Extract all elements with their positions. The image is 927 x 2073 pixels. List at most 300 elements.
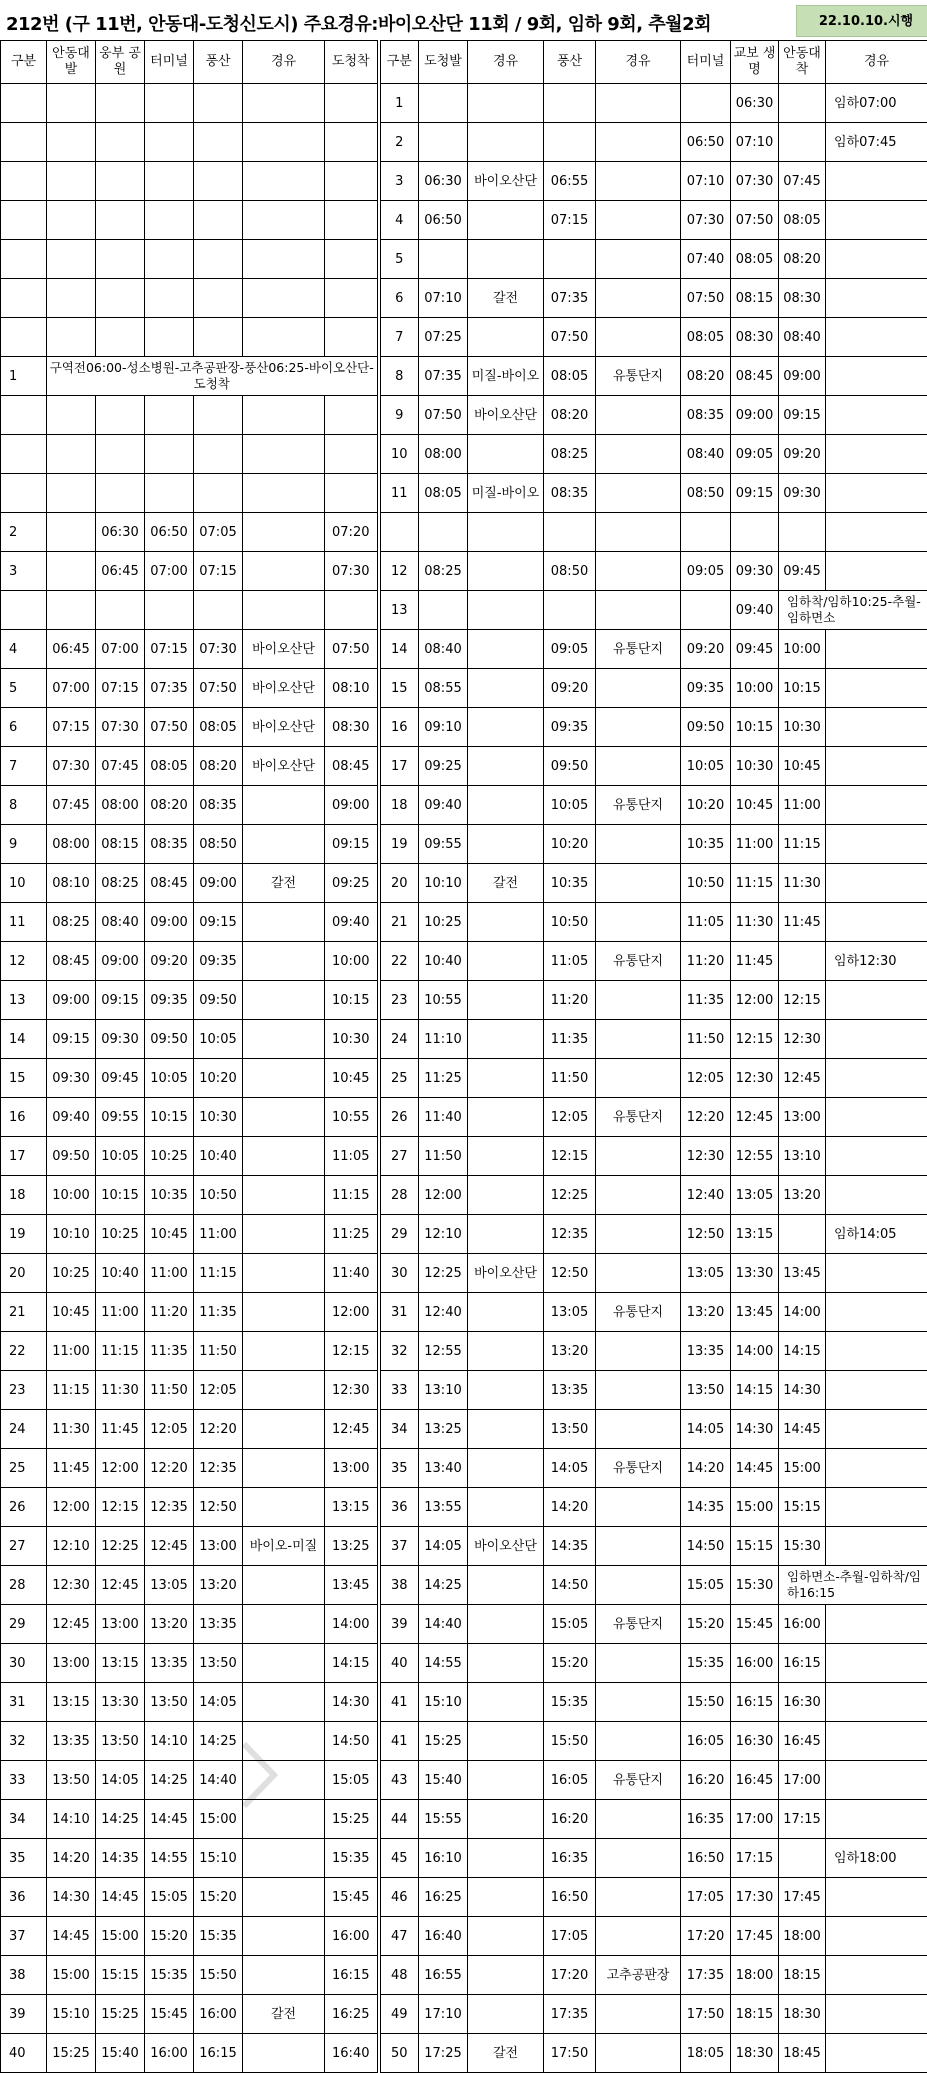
- table-cell: 16: [1, 1098, 47, 1137]
- table-cell: [826, 279, 927, 318]
- table-cell: [243, 201, 325, 240]
- table-row: [1, 162, 927, 201]
- table-cell: 08:15: [96, 825, 145, 864]
- table-cell: [96, 84, 145, 123]
- table-cell: [419, 84, 468, 123]
- table-cell: [468, 1293, 544, 1332]
- table-cell: [826, 2034, 927, 2073]
- header: [0, 0, 927, 40]
- table-cell: 12:10: [47, 1527, 96, 1566]
- table-cell: 14:05: [544, 1449, 596, 1488]
- table-cell: [826, 513, 927, 552]
- column-header: 경유: [243, 41, 325, 84]
- table-cell: 14:30: [731, 1410, 779, 1449]
- table-cell: [194, 318, 243, 357]
- table-cell: 4: [379, 201, 419, 240]
- table-cell: 16:15: [194, 2034, 243, 2073]
- table-cell: [468, 513, 544, 552]
- table-cell: 46: [379, 1878, 419, 1917]
- table-cell: [826, 1917, 927, 1956]
- table-cell: [468, 1020, 544, 1059]
- table-cell: 12:45: [779, 1059, 826, 1098]
- table-cell: 31: [1, 1683, 47, 1722]
- table-cell: [145, 318, 194, 357]
- table-cell: 13:50: [145, 1683, 194, 1722]
- table-cell: [96, 474, 145, 513]
- table-cell: [145, 84, 194, 123]
- table-cell: [243, 1566, 325, 1605]
- table-cell: 유통단지: [596, 1761, 681, 1800]
- table-cell: [779, 84, 826, 123]
- table-cell: [468, 1683, 544, 1722]
- table-row: [1, 552, 927, 591]
- table-cell: [596, 1839, 681, 1878]
- table-row: [1, 1995, 927, 2034]
- table-cell: [826, 1956, 927, 1995]
- column-header: 구분: [1, 41, 47, 84]
- table-cell: 07:00: [145, 552, 194, 591]
- table-cell: 22: [379, 942, 419, 981]
- table-cell: 07:45: [96, 747, 145, 786]
- table-cell: 13:45: [779, 1254, 826, 1293]
- table-cell: 13:35: [544, 1371, 596, 1410]
- table-cell: 08:00: [47, 825, 96, 864]
- table-cell: [325, 123, 379, 162]
- table-cell: 11:25: [419, 1059, 468, 1098]
- table-cell: [468, 981, 544, 1020]
- table-cell: 17:05: [681, 1878, 731, 1917]
- table-cell: 12:50: [194, 1488, 243, 1527]
- table-cell: 08:05: [194, 708, 243, 747]
- table-cell: 15:25: [419, 1722, 468, 1761]
- table-cell: [145, 240, 194, 279]
- table-cell: 10:05: [681, 747, 731, 786]
- table-cell: 15:10: [47, 1995, 96, 2034]
- table-cell: [243, 84, 325, 123]
- table-cell: 28: [379, 1176, 419, 1215]
- table-cell: 갈전: [468, 279, 544, 318]
- table-cell: 미질-바이오: [468, 474, 544, 513]
- table-cell: 바이오산단: [243, 708, 325, 747]
- table-cell: 36: [1, 1878, 47, 1917]
- table-cell: 12:20: [145, 1449, 194, 1488]
- table-cell: 14:05: [419, 1527, 468, 1566]
- table-cell: [243, 1098, 325, 1137]
- table-cell: [779, 123, 826, 162]
- table-cell: 09:00: [731, 396, 779, 435]
- table-cell: [194, 591, 243, 630]
- table-cell: 08:45: [145, 864, 194, 903]
- table-cell: 17:10: [419, 1995, 468, 2034]
- table-cell: [1, 318, 47, 357]
- table-cell: [826, 1137, 927, 1176]
- table-cell: 07:00: [96, 630, 145, 669]
- table-cell: [779, 1215, 826, 1254]
- table-cell: 25: [379, 1059, 419, 1098]
- table-cell: 09:45: [779, 552, 826, 591]
- table-cell: [468, 1449, 544, 1488]
- table-cell: [544, 123, 596, 162]
- table-cell: [826, 1410, 927, 1449]
- table-cell: [194, 123, 243, 162]
- table-cell: 14:35: [681, 1488, 731, 1527]
- column-header: 도청발: [419, 41, 468, 84]
- table-cell: 15:10: [194, 1839, 243, 1878]
- table-cell: 9: [379, 396, 419, 435]
- table-row: [1, 630, 927, 669]
- table-cell: 18:00: [731, 1956, 779, 1995]
- table-cell: 8: [1, 786, 47, 825]
- table-cell: 12:35: [194, 1449, 243, 1488]
- table-cell: 09:20: [544, 669, 596, 708]
- table-cell: [468, 435, 544, 474]
- table-cell: [243, 318, 325, 357]
- table-cell: [468, 1059, 544, 1098]
- table-cell: [194, 279, 243, 318]
- table-row: [1, 1332, 927, 1371]
- table-cell: [419, 591, 468, 630]
- table-cell: 21: [1, 1293, 47, 1332]
- column-header: 풍산: [544, 41, 596, 84]
- table-cell: 13:30: [731, 1254, 779, 1293]
- table-cell: 08:20: [544, 396, 596, 435]
- table-cell: [145, 435, 194, 474]
- table-cell: 14:55: [419, 1644, 468, 1683]
- table-cell: 13:25: [325, 1527, 379, 1566]
- column-header: 웅부 공원: [96, 41, 145, 84]
- table-cell: 13:35: [194, 1605, 243, 1644]
- table-cell: 10:20: [194, 1059, 243, 1098]
- table-cell: 16:25: [325, 1995, 379, 2034]
- table-cell: 07:50: [419, 396, 468, 435]
- table-cell: [826, 1605, 927, 1644]
- table-cell: [596, 669, 681, 708]
- table-cell: 34: [379, 1410, 419, 1449]
- table-cell: 25: [1, 1449, 47, 1488]
- table-cell: 11:20: [544, 981, 596, 1020]
- table-cell: 08:35: [194, 786, 243, 825]
- table-cell: 12:05: [194, 1371, 243, 1410]
- table-cell: 19: [1, 1215, 47, 1254]
- table-cell: 10: [379, 435, 419, 474]
- table-cell: 07:20: [325, 513, 379, 552]
- table-cell: 11:15: [779, 825, 826, 864]
- table-cell: 임하07:45: [826, 123, 927, 162]
- table-cell: 06:50: [681, 123, 731, 162]
- table-cell: 16:10: [419, 1839, 468, 1878]
- table-cell: [826, 1371, 927, 1410]
- table-cell: 07:50: [325, 630, 379, 669]
- table-cell: [826, 1878, 927, 1917]
- table-cell: [96, 396, 145, 435]
- table-cell: 37: [1, 1917, 47, 1956]
- table-cell: 10:45: [145, 1215, 194, 1254]
- table-cell: [544, 513, 596, 552]
- table-cell: 16:45: [731, 1761, 779, 1800]
- table-cell: 44: [379, 1800, 419, 1839]
- table-cell: [243, 1956, 325, 1995]
- table-cell: 고추공판장: [596, 1956, 681, 1995]
- timetable: [0, 40, 927, 2073]
- table-cell: [243, 1449, 325, 1488]
- table-cell: 10:25: [419, 903, 468, 942]
- table-cell: 17:25: [419, 2034, 468, 2073]
- table-cell: [468, 1566, 544, 1605]
- table-cell: 12:40: [681, 1176, 731, 1215]
- table-cell: 15:35: [194, 1917, 243, 1956]
- table-cell: 09:30: [731, 552, 779, 591]
- table-cell: 22: [1, 1332, 47, 1371]
- table-cell: [826, 1098, 927, 1137]
- table-cell: 18: [1, 1176, 47, 1215]
- table-cell: [468, 1722, 544, 1761]
- table-cell: 10:30: [325, 1020, 379, 1059]
- table-cell: [243, 1683, 325, 1722]
- table-row: [1, 591, 927, 630]
- table-cell: 40: [379, 1644, 419, 1683]
- table-cell: 09:55: [96, 1098, 145, 1137]
- table-cell: 15:35: [145, 1956, 194, 1995]
- table-cell: 15:00: [194, 1800, 243, 1839]
- table-cell: [596, 708, 681, 747]
- table-cell: 09:35: [681, 669, 731, 708]
- table-cell: 10:35: [544, 864, 596, 903]
- table-cell: 09:15: [96, 981, 145, 1020]
- table-cell: 10:35: [681, 825, 731, 864]
- table-cell: 갈전: [243, 1995, 325, 2034]
- table-cell: [243, 786, 325, 825]
- table-cell: 08:55: [419, 669, 468, 708]
- table-cell: [596, 552, 681, 591]
- table-cell: [243, 1293, 325, 1332]
- table-cell: [826, 1488, 927, 1527]
- table-cell: 14:10: [145, 1722, 194, 1761]
- table-cell: 16:50: [544, 1878, 596, 1917]
- table-cell: 08:20: [681, 357, 731, 396]
- table-cell: 08:05: [419, 474, 468, 513]
- table-cell: [243, 1488, 325, 1527]
- table-cell: [468, 786, 544, 825]
- table-cell: [47, 279, 96, 318]
- table-cell: [243, 1410, 325, 1449]
- table-cell: 07:30: [731, 162, 779, 201]
- table-cell: [145, 396, 194, 435]
- table-cell: 4: [1, 630, 47, 669]
- table-cell: 07:35: [145, 669, 194, 708]
- table-cell: 26: [379, 1098, 419, 1137]
- table-cell: 08:30: [779, 279, 826, 318]
- table-cell: 13:00: [96, 1605, 145, 1644]
- table-row: [1, 1683, 927, 1722]
- table-cell: 07:45: [779, 162, 826, 201]
- table-cell: 09:05: [681, 552, 731, 591]
- table-cell: [243, 1878, 325, 1917]
- table-cell: [325, 162, 379, 201]
- table-cell: 10:00: [47, 1176, 96, 1215]
- table-cell: 08:40: [779, 318, 826, 357]
- table-cell: 10:30: [779, 708, 826, 747]
- table-cell: [826, 435, 927, 474]
- table-cell: 06:45: [47, 630, 96, 669]
- table-cell: 07:30: [681, 201, 731, 240]
- table-cell: [826, 1800, 927, 1839]
- table-cell: 11:30: [96, 1371, 145, 1410]
- table-cell: 10:25: [145, 1137, 194, 1176]
- table-cell: 14:50: [544, 1566, 596, 1605]
- table-cell: 12: [1, 942, 47, 981]
- table-cell: 50: [379, 2034, 419, 2073]
- table-cell: [1, 162, 47, 201]
- table-cell: [596, 396, 681, 435]
- table-cell: 45: [379, 1839, 419, 1878]
- table-cell: [596, 1488, 681, 1527]
- table-cell: 30: [379, 1254, 419, 1293]
- table-cell: [826, 1293, 927, 1332]
- table-cell: 13:35: [681, 1332, 731, 1371]
- table-cell: 12:00: [96, 1449, 145, 1488]
- table-cell: 10:55: [325, 1098, 379, 1137]
- table-cell: 미질-바이오: [468, 357, 544, 396]
- table-cell: 11:30: [779, 864, 826, 903]
- table-cell: 18: [379, 786, 419, 825]
- table-cell: 12:20: [194, 1410, 243, 1449]
- table-cell: [468, 1605, 544, 1644]
- table-cell: 16:00: [325, 1917, 379, 1956]
- table-cell: 07:10: [731, 123, 779, 162]
- table-cell: [47, 201, 96, 240]
- table-cell: 15:20: [544, 1644, 596, 1683]
- table-cell: 13:05: [145, 1566, 194, 1605]
- table-cell: 14:20: [47, 1839, 96, 1878]
- table-cell: 11:00: [779, 786, 826, 825]
- table-cell: [419, 513, 468, 552]
- table-cell: 07:15: [194, 552, 243, 591]
- table-cell: [596, 1332, 681, 1371]
- column-header: 경유: [596, 41, 681, 84]
- table-cell: [826, 864, 927, 903]
- table-cell: 13:35: [145, 1644, 194, 1683]
- table-cell: 07:50: [194, 669, 243, 708]
- table-cell: 41: [379, 1722, 419, 1761]
- table-cell: [468, 630, 544, 669]
- table-cell: 09:30: [779, 474, 826, 513]
- table-cell: 14:00: [779, 1293, 826, 1332]
- table-cell: [47, 123, 96, 162]
- table-cell: 40: [1, 2034, 47, 2073]
- table-row: [1, 1020, 927, 1059]
- table-cell: 임하18:00: [826, 1839, 927, 1878]
- table-cell: 13:45: [325, 1566, 379, 1605]
- table-cell: 10:05: [145, 1059, 194, 1098]
- table-cell: [1, 201, 47, 240]
- table-cell: [826, 903, 927, 942]
- table-cell: [468, 123, 544, 162]
- table-cell: [826, 162, 927, 201]
- table-cell: 06:55: [544, 162, 596, 201]
- table-cell: 08:20: [145, 786, 194, 825]
- table-cell: 13:45: [731, 1293, 779, 1332]
- table-cell: [779, 942, 826, 981]
- table-cell: 15:30: [731, 1566, 779, 1605]
- table-cell: 08:50: [681, 474, 731, 513]
- table-cell: 14:25: [96, 1800, 145, 1839]
- table-cell: 12:55: [731, 1137, 779, 1176]
- table-cell: 17:35: [681, 1956, 731, 1995]
- table-cell: 10:05: [544, 786, 596, 825]
- table-row: [1, 1449, 927, 1488]
- column-header: 도청착: [325, 41, 379, 84]
- table-cell: 13:05: [544, 1293, 596, 1332]
- table-cell: 15:05: [681, 1566, 731, 1605]
- table-cell: 10:10: [419, 864, 468, 903]
- table-row: [1, 1293, 927, 1332]
- table-cell: 28: [1, 1566, 47, 1605]
- table-row: [1, 786, 927, 825]
- table-cell: 49: [379, 1995, 419, 2034]
- table-cell: 07:30: [194, 630, 243, 669]
- table-cell: 12:15: [325, 1332, 379, 1371]
- table-row: [1, 1566, 927, 1605]
- table-cell: 08:25: [419, 552, 468, 591]
- table-cell: 10:25: [96, 1215, 145, 1254]
- table-row: [1, 474, 927, 513]
- table-cell: 12:50: [681, 1215, 731, 1254]
- table-row: [1, 279, 927, 318]
- table-row: [1, 747, 927, 786]
- table-row: [1, 1878, 927, 1917]
- table-cell: [243, 474, 325, 513]
- table-cell: [826, 1527, 927, 1566]
- table-cell: 08:40: [419, 630, 468, 669]
- table-cell: 14:50: [325, 1722, 379, 1761]
- table-cell: 15:05: [325, 1761, 379, 1800]
- table-cell: 08:35: [544, 474, 596, 513]
- table-cell: 08:00: [419, 435, 468, 474]
- table-cell: 14:20: [681, 1449, 731, 1488]
- table-cell: 14:45: [145, 1800, 194, 1839]
- table-cell: [596, 474, 681, 513]
- table-cell: 12:10: [419, 1215, 468, 1254]
- table-cell: 17:50: [544, 2034, 596, 2073]
- table-cell: 12:35: [544, 1215, 596, 1254]
- table-cell: [596, 864, 681, 903]
- table-cell: [468, 1098, 544, 1137]
- table-cell: 바이오산단: [243, 747, 325, 786]
- table-cell: 18:30: [731, 2034, 779, 2073]
- table-cell: 15:35: [681, 1644, 731, 1683]
- table-cell: [826, 981, 927, 1020]
- table-cell: [826, 1722, 927, 1761]
- table-cell: 08:50: [194, 825, 243, 864]
- table-cell: 16:00: [731, 1644, 779, 1683]
- table-cell: 11:15: [325, 1176, 379, 1215]
- table-cell: 10:00: [325, 942, 379, 981]
- table-cell: 15:55: [419, 1800, 468, 1839]
- table-cell: [243, 1020, 325, 1059]
- table-cell: 11: [1, 903, 47, 942]
- table-cell: [1, 240, 47, 279]
- table-cell: 06:30: [96, 513, 145, 552]
- table-cell: [596, 1254, 681, 1293]
- table-cell: [681, 513, 731, 552]
- table-cell: 07:15: [145, 630, 194, 669]
- table-cell: 유통단지: [596, 630, 681, 669]
- table-cell: 12:25: [96, 1527, 145, 1566]
- table-cell: 16:55: [419, 1956, 468, 1995]
- table-cell: 08:25: [544, 435, 596, 474]
- table-cell: [325, 279, 379, 318]
- table-row: [1, 435, 927, 474]
